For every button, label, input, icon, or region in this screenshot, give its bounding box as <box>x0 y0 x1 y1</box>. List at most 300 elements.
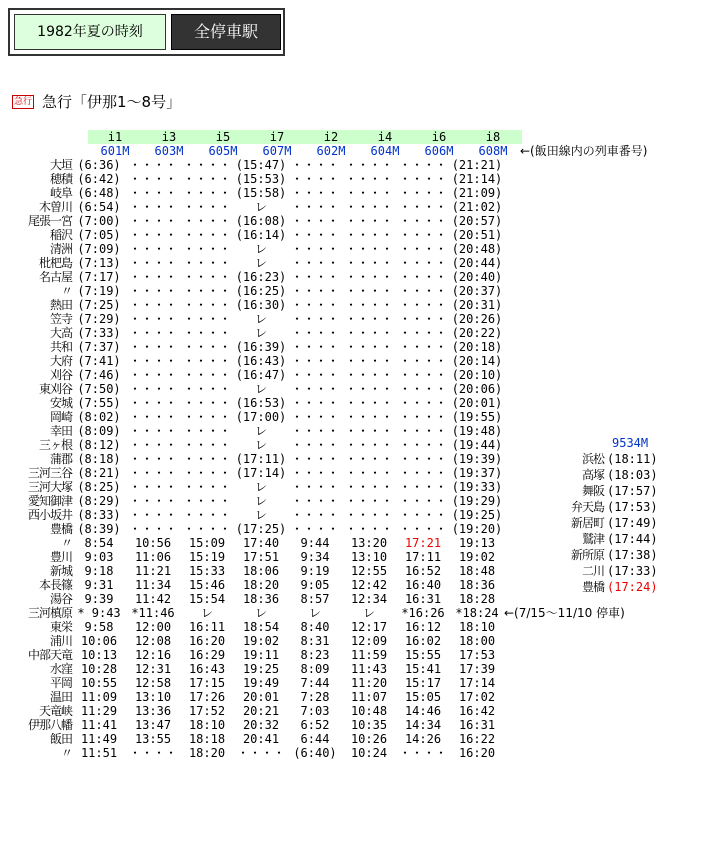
time-cell: 18:48 <box>458 564 496 578</box>
timetable-row <box>10 382 625 396</box>
time-cell: レ <box>254 256 267 270</box>
time-cell: ・・・・ <box>182 186 231 200</box>
time-cell: ・・・・ <box>128 494 177 508</box>
time-cell: (20:37) <box>451 284 503 298</box>
time-cell: (19:25) <box>451 508 503 522</box>
time-cell: (20:57) <box>451 214 503 228</box>
time-cell: 17:14 <box>458 676 496 690</box>
time-cell: ・・・・ <box>344 438 393 452</box>
time-cell: (19:44) <box>451 438 503 452</box>
station-name: 三河槙原 <box>27 606 72 620</box>
time-cell: 8:40 <box>300 620 330 634</box>
station-name: 天竜峡 <box>38 704 72 718</box>
time-cell: ・・・・ <box>344 298 393 312</box>
side-station-name: 弁天島 <box>570 500 604 514</box>
time-cell: ・・・・ <box>344 480 393 494</box>
timetable-row <box>10 186 625 200</box>
station-name: 清洲 <box>49 242 72 256</box>
time-cell: 16:43 <box>188 662 226 676</box>
time-cell: 18:28 <box>458 592 496 606</box>
time-cell: ・・・・ <box>290 284 339 298</box>
time-cell: レ <box>254 382 267 396</box>
time-cell: ・・・・ <box>290 298 339 312</box>
time-cell: ・・・・ <box>182 410 231 424</box>
time-cell: (7:17) <box>77 270 121 284</box>
time-cell: ・・・・ <box>128 522 177 536</box>
station-name: 伊那八幡 <box>27 718 72 732</box>
time-cell: ・・・・ <box>398 340 447 354</box>
time-cell: 20:01 <box>242 690 280 704</box>
time-cell: ・・・・ <box>290 200 339 214</box>
time-cell: ・・・・ <box>182 508 231 522</box>
time-cell: ・・・・ <box>290 466 339 480</box>
time-cell: 18:18 <box>188 732 226 746</box>
time-cell: ・・・・ <box>290 158 339 172</box>
timetable-row <box>10 522 625 536</box>
time-cell: ・・・・ <box>344 382 393 396</box>
time-cell: ・・・・ <box>182 522 231 536</box>
train-number: 607M <box>262 144 292 158</box>
time-cell: ・・・・ <box>398 158 447 172</box>
train-id-row <box>88 130 522 144</box>
timetable-row <box>10 214 625 228</box>
time-cell: ・・・・ <box>182 382 231 396</box>
time-cell: 9:44 <box>300 536 330 550</box>
time-cell: (20:31) <box>451 298 503 312</box>
time-cell: 11:43 <box>350 662 388 676</box>
station-name: 枇杷島 <box>38 256 72 270</box>
train-id: i1 <box>107 130 123 144</box>
side-time: (17:24) <box>607 580 658 594</box>
timetable-row <box>10 424 625 438</box>
time-cell: ・・・・ <box>344 284 393 298</box>
timetable-row <box>10 368 625 382</box>
time-cell: 11:06 <box>134 550 172 564</box>
time-cell: ・・・・ <box>344 172 393 186</box>
station-name: 尾張一宮 <box>27 214 72 228</box>
time-cell: (7:09) <box>77 242 121 256</box>
time-cell: ・・・・ <box>290 508 339 522</box>
timetable-row <box>10 438 625 452</box>
time-cell: ・・・・ <box>182 284 231 298</box>
time-cell: ・・・・ <box>290 340 339 354</box>
time-cell: ・・・・ <box>128 326 177 340</box>
time-cell: ・・・・ <box>182 340 231 354</box>
timetable-row <box>10 452 625 466</box>
time-cell: ・・・・ <box>398 424 447 438</box>
station-name: 蒲郡 <box>49 452 72 466</box>
station-name: 愛知御津 <box>27 494 72 508</box>
time-cell: 15:19 <box>188 550 226 564</box>
time-cell: ・・・・ <box>290 312 339 326</box>
time-cell: 16:29 <box>188 648 226 662</box>
time-cell: ・・・・ <box>290 242 339 256</box>
timetable-row <box>10 648 625 662</box>
time-cell: 9:03 <box>84 550 114 564</box>
time-cell: 9:18 <box>84 564 114 578</box>
station-name: 〃 <box>60 284 72 298</box>
tab-bar <box>8 8 285 56</box>
time-cell: 9:34 <box>300 550 330 564</box>
timetable-row <box>10 578 625 592</box>
station-name: 幸田 <box>49 424 72 438</box>
time-cell: (8:21) <box>77 466 121 480</box>
time-cell: 16:02 <box>404 634 442 648</box>
time-cell: ・・・・ <box>182 158 231 172</box>
time-cell: ・・・・ <box>128 382 177 396</box>
timetable-row <box>10 662 625 676</box>
time-cell: 18:20 <box>188 746 226 760</box>
time-cell: 11:59 <box>350 648 388 662</box>
time-cell: ・・・・ <box>398 466 447 480</box>
time-cell: ・・・・ <box>290 368 339 382</box>
time-cell: 10:55 <box>80 676 118 690</box>
side-time: (17:38) <box>607 548 658 562</box>
time-cell: 17:02 <box>458 690 496 704</box>
timetable-row <box>10 746 625 760</box>
time-cell: (6:42) <box>77 172 121 186</box>
time-cell: (16:30) <box>235 298 287 312</box>
time-cell: レ <box>254 200 267 214</box>
time-cell: ・・・・ <box>398 746 447 760</box>
time-cell: ・・・・ <box>128 368 177 382</box>
time-cell: ・・・・ <box>290 522 339 536</box>
timetable-row <box>10 396 625 410</box>
time-cell: (20:44) <box>451 256 503 270</box>
time-cell: (7:37) <box>77 340 121 354</box>
time-cell: 13:20 <box>350 536 388 550</box>
time-cell: ・・・・ <box>290 326 339 340</box>
time-cell: ・・・・ <box>290 354 339 368</box>
time-cell: (8:33) <box>77 508 121 522</box>
time-cell: ・・・・ <box>128 186 177 200</box>
timetable-row <box>10 564 625 578</box>
time-cell: (6:36) <box>77 158 121 172</box>
time-cell: ・・・・ <box>398 438 447 452</box>
time-cell: (19:55) <box>451 410 503 424</box>
time-cell: 16:11 <box>188 620 226 634</box>
time-cell: ・・・・ <box>128 410 177 424</box>
train-number: 605M <box>208 144 238 158</box>
train-id: i8 <box>485 130 501 144</box>
time-cell: 13:36 <box>134 704 172 718</box>
train-id: i7 <box>269 130 285 144</box>
time-cell: 17:52 <box>188 704 226 718</box>
time-cell: 10:56 <box>134 536 172 550</box>
time-cell: (7:05) <box>77 228 121 242</box>
station-name: 中部天竜 <box>27 648 72 662</box>
time-cell: ・・・・ <box>290 270 339 284</box>
time-cell: 19:11 <box>242 648 280 662</box>
station-name: 西小坂井 <box>27 508 72 522</box>
time-cell: ・・・・ <box>128 270 177 284</box>
time-cell: レ <box>200 606 213 620</box>
side-time: (17:49) <box>607 516 658 530</box>
time-cell: ・・・・ <box>398 396 447 410</box>
time-cell: 17:26 <box>188 690 226 704</box>
time-cell: 15:33 <box>188 564 226 578</box>
time-cell: 15:05 <box>404 690 442 704</box>
timetable-row <box>10 228 625 242</box>
time-cell: ・・・・ <box>398 452 447 466</box>
time-cell: ・・・・ <box>290 382 339 396</box>
time-cell: 11:51 <box>80 746 118 760</box>
time-cell: 14:46 <box>404 704 442 718</box>
time-cell: 9:31 <box>84 578 114 592</box>
express-badge-icon: 急行 <box>14 97 33 107</box>
time-cell: ・・・・ <box>128 508 177 522</box>
time-cell: (19:20) <box>451 522 503 536</box>
time-cell: ・・・・ <box>128 158 177 172</box>
time-cell: ・・・・ <box>182 438 231 452</box>
time-cell: ・・・・ <box>344 214 393 228</box>
station-name: 木曽川 <box>38 200 72 214</box>
time-cell: ・・・・ <box>344 270 393 284</box>
station-name: 名古屋 <box>38 270 72 284</box>
time-cell: ・・・・ <box>344 158 393 172</box>
time-cell: 12:58 <box>134 676 172 690</box>
time-cell: ・・・・ <box>398 242 447 256</box>
train-number: 604M <box>370 144 400 158</box>
time-cell: レ <box>254 438 267 452</box>
time-cell: 10:26 <box>350 732 388 746</box>
timetable-row <box>10 284 625 298</box>
time-cell: (6:40) <box>293 746 337 760</box>
timetable-row <box>10 172 625 186</box>
time-cell: (16:39) <box>235 340 287 354</box>
time-cell: (20:14) <box>451 354 503 368</box>
time-cell: 11:34 <box>134 578 172 592</box>
timetable-row <box>10 690 625 704</box>
station-name: 大高 <box>49 326 72 340</box>
time-cell: ・・・・ <box>344 228 393 242</box>
time-cell: (7:33) <box>77 326 121 340</box>
time-cell: レ <box>362 606 375 620</box>
time-cell: (8:12) <box>77 438 121 452</box>
time-cell: ・・・・ <box>344 354 393 368</box>
side-station-name: 新居町 <box>570 516 604 530</box>
station-name: 〃 <box>60 746 72 760</box>
time-cell: 13:47 <box>134 718 172 732</box>
train-id: i3 <box>161 130 177 144</box>
time-cell: 9:05 <box>300 578 330 592</box>
timetable-row <box>10 256 625 270</box>
train-number-note: ←(飯田線内の列車番号) <box>520 144 648 158</box>
timetable-row <box>10 718 625 732</box>
time-cell: (7:25) <box>77 298 121 312</box>
time-cell: ・・・・ <box>290 424 339 438</box>
time-cell: 14:34 <box>404 718 442 732</box>
station-name: 東栄 <box>49 620 72 634</box>
time-cell: 16:52 <box>404 564 442 578</box>
time-cell: 18:20 <box>242 578 280 592</box>
time-cell: ・・・・ <box>398 326 447 340</box>
time-cell: 8:31 <box>300 634 330 648</box>
time-cell: 16:42 <box>458 704 496 718</box>
time-cell: 11:29 <box>80 704 118 718</box>
time-cell: ・・・・ <box>344 508 393 522</box>
time-cell: (8:29) <box>77 494 121 508</box>
time-cell: ・・・・ <box>290 256 339 270</box>
time-cell: 16:12 <box>404 620 442 634</box>
time-cell: 17:51 <box>242 550 280 564</box>
side-station-name: 新所原 <box>570 548 604 562</box>
time-cell: ・・・・ <box>128 298 177 312</box>
station-name: 穂積 <box>49 172 72 186</box>
station-name: 大府 <box>49 354 72 368</box>
timetable-row <box>10 494 625 508</box>
time-cell: ・・・・ <box>344 340 393 354</box>
time-cell: ・・・・ <box>128 354 177 368</box>
time-cell: (16:47) <box>235 368 287 382</box>
time-cell: 18:06 <box>242 564 280 578</box>
time-cell: 12:00 <box>134 620 172 634</box>
station-name: 豊川 <box>49 550 72 564</box>
time-cell: ・・・・ <box>344 494 393 508</box>
time-cell: ・・・・ <box>128 214 177 228</box>
train-id: i4 <box>377 130 393 144</box>
time-cell: ・・・・ <box>344 452 393 466</box>
time-cell: (7:29) <box>77 312 121 326</box>
time-cell: ・・・・ <box>182 494 231 508</box>
time-cell: ・・・・ <box>398 256 447 270</box>
time-cell: ・・・・ <box>344 242 393 256</box>
time-cell: ・・・・ <box>182 466 231 480</box>
time-cell: 15:09 <box>188 536 226 550</box>
station-name: 笠寺 <box>49 312 72 326</box>
time-cell: (20:06) <box>451 382 503 396</box>
time-cell: 16:20 <box>458 746 496 760</box>
time-cell: (16:43) <box>235 354 287 368</box>
timetable-row <box>10 634 625 648</box>
time-cell: 11:21 <box>134 564 172 578</box>
timetable-row <box>10 158 625 172</box>
time-cell: (15:47) <box>235 158 287 172</box>
time-cell: 8:09 <box>300 662 330 676</box>
station-name: 飯田 <box>49 732 72 746</box>
time-cell: 17:11 <box>404 550 442 564</box>
time-cell: 10:35 <box>350 718 388 732</box>
timetable-row <box>10 606 625 620</box>
time-cell: 11:42 <box>134 592 172 606</box>
time-cell: (21:14) <box>451 172 503 186</box>
time-cell: (21:09) <box>451 186 503 200</box>
time-cell: 17:15 <box>188 676 226 690</box>
timetable-row <box>10 536 625 550</box>
time-cell: 10:48 <box>350 704 388 718</box>
time-cell: (6:54) <box>77 200 121 214</box>
station-name: 三ヶ根 <box>38 438 72 452</box>
station-name: 熱田 <box>49 298 72 312</box>
time-cell: (7:55) <box>77 396 121 410</box>
time-cell: ・・・・ <box>290 480 339 494</box>
time-cell: 18:00 <box>458 634 496 648</box>
timetable-row <box>10 354 625 368</box>
time-cell: ・・・・ <box>290 452 339 466</box>
side-time: (18:11) <box>607 452 658 466</box>
timetable-row <box>10 312 625 326</box>
time-cell: ・・・・ <box>128 480 177 494</box>
train-number: 608M <box>478 144 508 158</box>
time-cell: 9:58 <box>84 620 114 634</box>
time-cell: ・・・・ <box>344 410 393 424</box>
station-name: 豊橋 <box>49 522 72 536</box>
train-number: 603M <box>154 144 184 158</box>
time-cell: ・・・・ <box>128 284 177 298</box>
time-cell: (19:33) <box>451 480 503 494</box>
time-cell: (8:09) <box>77 424 121 438</box>
time-cell: *11:46 <box>131 606 175 620</box>
time-cell: ・・・・ <box>128 438 177 452</box>
station-name: 安城 <box>49 396 72 410</box>
time-cell: (7:00) <box>77 214 121 228</box>
time-cell: ・・・・ <box>182 452 231 466</box>
train-id: i2 <box>323 130 339 144</box>
time-cell: レ <box>254 480 267 494</box>
time-cell: ・・・・ <box>344 368 393 382</box>
time-cell: 17:21 <box>404 536 442 550</box>
time-cell: 9:19 <box>300 564 330 578</box>
time-cell: 10:06 <box>80 634 118 648</box>
time-cell: 12:42 <box>350 578 388 592</box>
time-cell: ・・・・ <box>344 312 393 326</box>
time-cell: ・・・・ <box>398 186 447 200</box>
time-cell: ・・・・ <box>398 214 447 228</box>
side-time: (17:53) <box>607 500 658 514</box>
time-cell: (20:10) <box>451 368 503 382</box>
time-cell: (20:40) <box>451 270 503 284</box>
time-cell: レ <box>254 242 267 256</box>
station-name: 共和 <box>49 340 72 354</box>
train-number-row <box>88 144 647 158</box>
station-name: 浦川 <box>49 634 72 648</box>
time-cell: 16:31 <box>404 592 442 606</box>
timetable-row <box>10 550 625 564</box>
time-cell: 18:10 <box>458 620 496 634</box>
time-cell: 15:54 <box>188 592 226 606</box>
time-cell: ・・・・ <box>344 186 393 200</box>
time-cell: 6:44 <box>300 732 330 746</box>
time-cell: ・・・・ <box>290 396 339 410</box>
time-cell: ・・・・ <box>182 172 231 186</box>
timetable-row <box>10 340 625 354</box>
time-cell: ・・・・ <box>398 284 447 298</box>
time-cell: (17:25) <box>235 522 287 536</box>
time-cell: ・・・・ <box>182 312 231 326</box>
tab-all-stations[interactable]: 全停車駅 <box>171 14 281 50</box>
time-cell: ・・・・ <box>398 410 447 424</box>
time-cell: (15:58) <box>235 186 287 200</box>
time-cell: (6:48) <box>77 186 121 200</box>
time-cell: ・・・・ <box>398 480 447 494</box>
time-cell: (7:41) <box>77 354 121 368</box>
time-cell: ・・・・ <box>290 438 339 452</box>
train-number: 606M <box>424 144 454 158</box>
time-cell: ・・・・ <box>398 270 447 284</box>
time-cell: レ <box>308 606 321 620</box>
train-number: 602M <box>316 144 346 158</box>
tab-1982-summer[interactable]: 1982年夏の時刻 <box>14 14 166 50</box>
time-cell: ・・・・ <box>344 326 393 340</box>
time-cell: (17:14) <box>235 466 287 480</box>
time-cell: 17:53 <box>458 648 496 662</box>
time-cell: ・・・・ <box>290 172 339 186</box>
timetable-row <box>10 480 625 494</box>
time-cell: 9:39 <box>84 592 114 606</box>
time-cell: レ <box>254 312 267 326</box>
time-cell: ・・・・ <box>398 228 447 242</box>
time-cell: 12:55 <box>350 564 388 578</box>
